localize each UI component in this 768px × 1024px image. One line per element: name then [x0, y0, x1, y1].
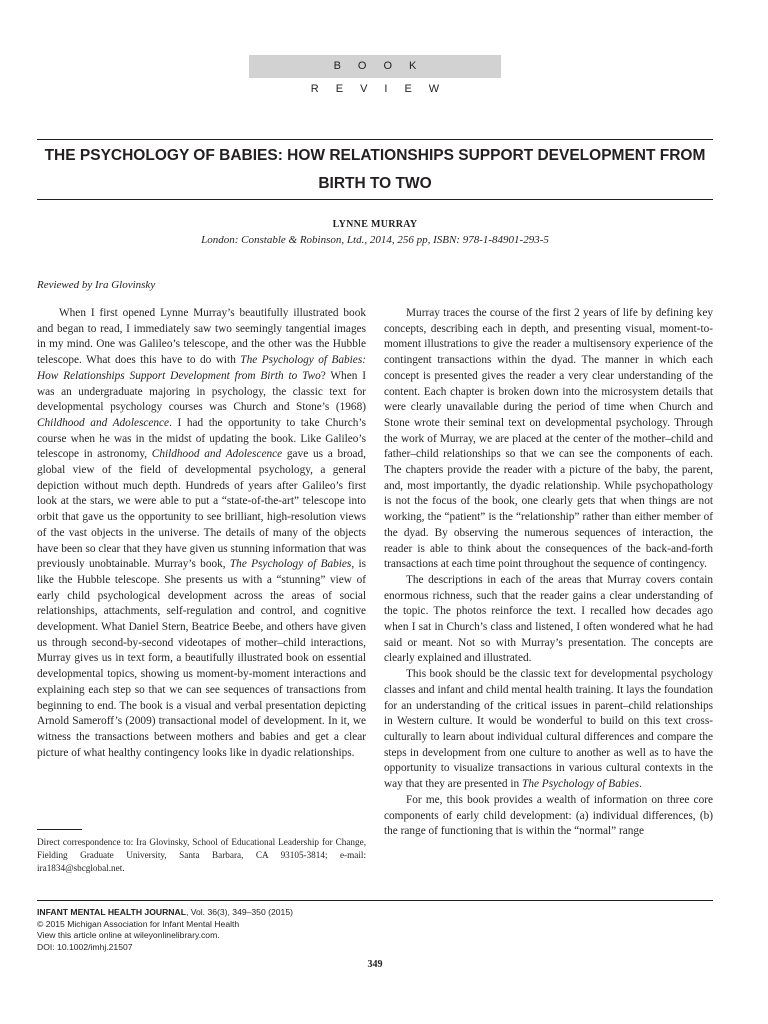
footer-rule — [37, 900, 713, 901]
book-title-ref: The Psychology of Babies — [229, 558, 352, 571]
right-paragraph-2: The descriptions in each of the areas that Murray covers contain enormous richness, such that the reader gains a clear understanding of the topic. The photos reinforce the text. I recalled how decades ago when I sat in Church’s class and listened, I often wondered what he had said or meant. Not so with Murray’s presentation. The concepts are clearly explained and illustrated. — [384, 573, 713, 665]
journal-citation: , Vol. 36(3), 349–350 (2015) — [185, 907, 293, 917]
book-author: LYNNE MURRAY — [332, 219, 418, 230]
section-banner — [249, 55, 501, 95]
book-title-ref: Childhood and Adolescence — [37, 416, 170, 429]
book-title-ref: The Psychology of Babies — [522, 778, 640, 791]
title-bottom-rule — [37, 199, 713, 200]
right-paragraph-4: For me, this book provides a wealth of information on three core components of early child development: (a) individual differences, (b) the range of functioning that is within the “normal” range — [384, 793, 713, 838]
reviewer-byline: Reviewed by Ira Glovinsky — [37, 279, 156, 291]
journal-name: INFANT MENTAL HEALTH JOURNAL — [37, 907, 186, 917]
right-paragraph-3: This book should be the classic text for developmental psychology classes and infant and child mental health training. It lays the foundation for an understanding of the critical issues in parent–child relationships in Western culture. It would be wonderful to build on this text cross-culturally to learn about individual cultural differences and compare the steps in development from one culture to another as well as to have the opportunity to visualize transactions in various cultural contexts in the way that they are presented in The Psychology of Babies. — [384, 668, 713, 791]
footnote-rule — [37, 829, 82, 830]
left-paragraph-1: When I first opened Lynne Murray’s beautifully illustrated book and began to read, I immediately saw two seemingly tangential images in my mind. One was Galileo’s telescope, and the other was the Hubble telescope. What does this have to do with The Psychology of Babies: How Relationships Support Development from Birth to Two? When I was an undergraduate majoring in psychology, the classic text for developmental psychology courses was Church and Stone’s (1968) Childhood and Adolescence. I had the opportunity to take Church’s course when he was in the midst of updating the book. Like Galileo’s telescope in astronomy, Childhood and Adolescence gave us a broad, global view of the field of developmental psychology, a general depiction without much depth. Hundreds of years after Galileo’s first look at the stars, we were able to put a “state-of-the-art” telescope into orbit that gave us the opportunity to see brilliant, high-resolution views of the vast objects in the universe. The details of many of the objects have been so clear that they have given us stunning information that was previously unobtainable. Murray’s book, The Psychology of Babies, is like the Hubble telescope. She presents us with a “stunning” view of early child psychological development across the areas of social relationships, attachments, self-regulation and control, and cognitive development. What Daniel Stern, Beatrice Beebe, and others have given us through second-by-second videotapes of mother–child interactions, Murray gives us in text form, a beautifully illustrated book on essential developmental topics, showing us moment-by-moment interactions and explaining each step so that we can see sequences of transactions from beginning to end. The book is a visual and verbal presentation depicting Arnold Sameroff’s (2009) transactional model of development. In it, we witness the transactions between mothers and babies and get a clear picture of what healthy contingency looks like in dyadic relationships. — [37, 307, 367, 759]
section-banner-label: BOOK REVIEW — [310, 60, 457, 95]
book-title-ref: Childhood and Adolescence — [151, 448, 283, 461]
correspondence-footnote: Direct correspondence to: Ira Glovinsky, School of Educational Leadership for Change, Fielding Graduate University, Santa Barbara, CA 93105-3814; e-mail: ira1834@sbcglobal.net. — [37, 837, 366, 873]
online-line: View this article online at wileyonlinelibrary.com. — [37, 930, 220, 941]
right-column — [384, 306, 713, 840]
page-number: 349 — [367, 959, 383, 970]
doi-line: DOI: 10.1002/imhj.21507 — [37, 941, 133, 952]
publication-info: London: Constable & Robinson, Ltd., 2014, 256 pp, ISBN: 978-1-84901-293-5 — [201, 234, 549, 246]
left-column — [37, 306, 366, 761]
title-top-rule — [37, 139, 713, 140]
right-paragraph-1: Murray traces the course of the first 2 years of life by defining key concepts, describing each in depth, and presenting visual, moment-to-moment illustrations to give the reader a multisensory experience of the contingent transactions within the dyad. The manner in which each concept is presented gives the reader a very clear understanding of the content. Each chapter is broken down into the microsystem details that were clearly unavailable during the period of time when Church and Stone wrote their seminal text on developmental psychology. Through the work of Murray, we are placed at the center of the mother–child and father–child relationships so that we can see the components of each. The chapters provide the reader with a picture of the baby, the parent, and, most importantly, the dyadic relationship. While psychopathology is not the focus of the book, one clearly gets that when things are not working, the “patient” is the “relationship” rather than either member of the dyad. By observing the numerous sequences of interaction, the reader is able to think about the consequences of the back-and-forth transactions at each time point throughout the sequence of contingency. — [384, 307, 713, 571]
book-title-ref: The Psychology of Babies: How Relationships Support Development from Birth to Two — [37, 354, 366, 382]
journal-citation-line — [37, 907, 537, 919]
copyright-line: © 2015 Michigan Association for Infant Mental Health — [37, 918, 240, 929]
journal-info — [37, 907, 537, 953]
article-title: THE PSYCHOLOGY OF BABIES: HOW RELATIONSHIPS SUPPORT DEVELOPMENT FROM BIRTH TO TWO — [44, 147, 706, 192]
